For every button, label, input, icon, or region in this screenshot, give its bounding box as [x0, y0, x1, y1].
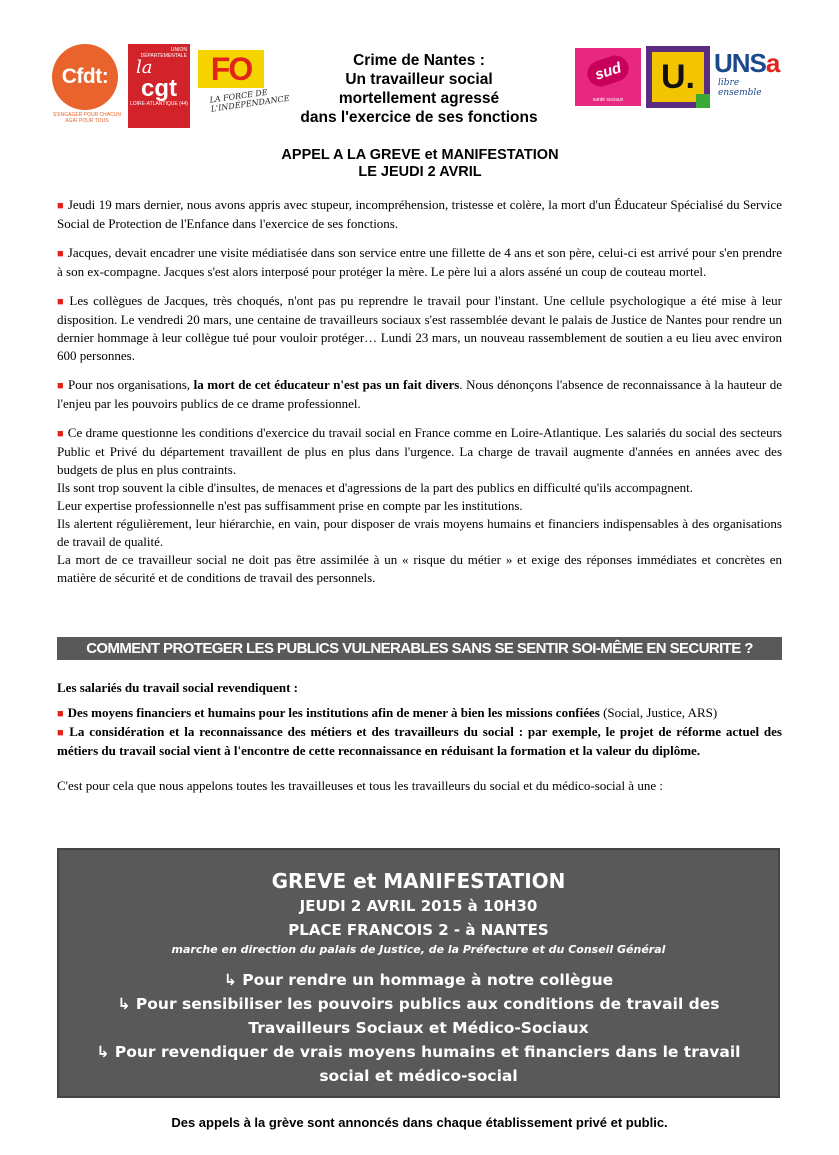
sud-logo: [575, 48, 641, 106]
appeal-line-2: LE JEUDI 2 AVRIL: [358, 164, 482, 180]
arrow-icon: ↳: [117, 995, 131, 1013]
claims-intro-text: Les salariés du travail social revendiquent :: [57, 680, 298, 695]
arrow-icon: ↳: [96, 1043, 110, 1061]
strike-announcement-box: [57, 848, 780, 1098]
cgt-logo-dept: LOIRE-ATLANTIQUE (44): [130, 101, 188, 107]
bullet-icon: ■: [57, 708, 64, 720]
appeal-heading: [150, 147, 690, 181]
title-line-3: mortellement agressé: [338, 90, 500, 107]
claim-2: [57, 723, 782, 760]
claim-1-rest: (Social, Justice, ARS): [599, 705, 718, 720]
unsa-logo-name: [714, 48, 784, 78]
claims-section: [57, 679, 782, 795]
cgt-logo-name: cgt: [141, 75, 177, 102]
arrow-icon: ↳: [223, 971, 237, 989]
section-banner: COMMENT PROTEGER LES PUBLICS VULNERABLES SANS SE SENTIR SOI-MÊME EN SECURITE ?: [57, 637, 782, 660]
cfdt-logo-name: Cfdt:: [52, 44, 118, 110]
fo-logo: [198, 50, 291, 122]
paragraph-1: [57, 196, 782, 233]
claim-2-bold: La considération et la reconnaissance des métiers et des travailleurs du social : par exemple, le projet de réforme actuel des métiers du travail social vient à l'encontre de cette reconnaissance en réduisant la formation et la valeur du diplôme.: [57, 724, 782, 758]
paragraph-5-text: Ce drame questionne les conditions d'exercice du travail social en France comme en Loire-Atlantique. Les salariés du social des secteurs Public et Privé du département travaillent de plus en plus dans l'urgence. La charge de travail augmente d'années en années avec des budgets de plus en plus contraints.: [57, 425, 782, 477]
bullet-icon: ■: [57, 248, 64, 260]
unsa-logo: [714, 48, 784, 106]
box-item-2-text: Pour sensibiliser les pouvoirs publics aux conditions de travail des Travailleurs Sociaux et Médico-Sociaux: [135, 995, 720, 1037]
paragraph-1-text: Jeudi 19 mars dernier, nous avons appris avec stupeur, incompréhension, tristesse et colère, la mort d'un Éducateur Spécialisé du Service Social de Protection de l'Enfance dans l'exercice de ses fonctions.: [57, 197, 782, 231]
title-line-1: Crime de Nantes :: [353, 52, 485, 69]
paragraph-6: Ils sont trop souvent la cible d'insultes, de menaces et d'agressions de la part des publics en difficulté qu'ils accompagnent.: [57, 480, 694, 495]
bullet-icon: ■: [57, 200, 64, 212]
paragraph-8: Ils alertent régulièrement, leur hiérarchie, en vain, pour disposer de vrais moyens humains et financiers indispensables à des organisations de travail de qualité.: [57, 516, 782, 549]
paragraph-3: [57, 292, 782, 365]
claim-1-bold: Des moyens financiers et humains pour les institutions afin de mener à bien les missions confiées: [67, 705, 600, 720]
claim-1: [57, 704, 782, 723]
title-line-2: Un travailleur social: [345, 71, 493, 88]
box-route: marche en direction du palais de Justice, de la Préfecture et du Conseil Général: [171, 943, 666, 956]
paragraph-4-text-b: . Nous dénonçons l'absence de reconnaissance à la hauteur de l'enjeu par les pouvoirs publics de ce drame professionnel.: [57, 377, 782, 411]
cgt-logo: [128, 44, 190, 128]
article-body: [57, 196, 782, 587]
bullet-icon: ■: [57, 727, 66, 739]
fo-logo-name: FO: [198, 50, 264, 88]
paragraph-9: La mort de ce travailleur social ne doit pas être assimilée à un « risque du métier » et exige des réponses immédiates et concrètes en matière de sécurité et de conditions de travail des personnels.: [57, 552, 782, 585]
box-item-3: [79, 1040, 759, 1088]
box-item-2: [79, 992, 759, 1040]
box-title: GREVE et MANIFESTATION: [271, 869, 566, 893]
paragraph-2: [57, 244, 782, 281]
bullet-icon: ■: [57, 296, 66, 308]
cgt-logo-la: la: [136, 57, 153, 78]
u-logo-green-square: [696, 94, 710, 108]
paragraph-4: [57, 376, 782, 413]
bullet-icon: ■: [57, 380, 64, 392]
box-item-1-text: Pour rendre un hommage à notre collègue: [242, 971, 614, 989]
unsa-logo-name-2: a: [765, 48, 780, 78]
paragraph-2-text: Jacques, devait encadrer une visite médiatisée dans son service entre une fillette de 4 ans et son père, celui-ci est arrivé pour s'en prendre à son ex-compagne. Jacques s'est alors interposé pour protéger la mère. Le père lui a alors asséné un coup de couteau mortel.: [57, 245, 782, 279]
solidaires-u-logo: [646, 46, 710, 108]
paragraph-4-text-a: Pour nos organisations,: [67, 377, 194, 392]
appeal-line-1: APPEL A LA GREVE et MANIFESTATION: [281, 147, 559, 163]
bullet-icon: ■: [57, 428, 64, 440]
footer-note: Des appels à la grève sont annoncés dans chaque établissement privé et public.: [171, 1115, 668, 1130]
paragraph-4-bold: la mort de cet éducateur n'est pas un fait divers: [193, 377, 460, 392]
paragraph-5: [57, 424, 782, 479]
unsa-logo-slogan: libre ensemble: [718, 78, 762, 98]
cgt-logo-top: UNION DÉPARTEMENTALE: [140, 47, 187, 59]
cfdt-logo-tagline: S'ENGAGER POUR CHACUN AGIR POUR TOUS: [53, 112, 121, 124]
unsa-logo-name-1: UNS: [714, 48, 766, 78]
cfdt-logo: [52, 44, 122, 124]
fo-logo-slogan: LA FORCE DE L'INDÉPENDANCE: [209, 87, 291, 114]
sud-logo-name: sud: [584, 52, 632, 90]
u-logo-name: U.: [652, 52, 704, 102]
sud-logo-sub: santé sociaux: [592, 97, 624, 103]
paragraph-7: Leur expertise professionnelle n'est pas suffisamment prise en compte par les institutions.: [57, 498, 523, 513]
box-item-1: [79, 968, 759, 992]
box-items: [59, 968, 778, 1088]
box-item-3-text: Pour revendiquer de vrais moyens humains et financiers dans le travail social et médico-social: [114, 1043, 741, 1085]
title-line-4: dans l'exercice de ses fonctions: [300, 109, 538, 126]
paragraph-3-text: Les collègues de Jacques, très choqués, n'ont pas pu reprendre le travail pour l'instant. Une cellule psychologique a été mise à leur disposition. Le vendredi 20 mars, une centaine de travailleurs sociaux s'est rassemblée devant le palais de Justice de Nantes pour rendre un dernier hommage à leur collègue tué pour vouloir protéger… Lundi 23 mars, un nouveau rassemblement de soutien a eu lieu avec environ 600 personnes.: [57, 293, 782, 363]
box-place: PLACE FRANCOIS 2 - à NANTES: [288, 921, 549, 939]
call-to-action: C'est pour cela que nous appelons toutes les travailleuses et tous les travailleurs du social et du médico-social à une :: [57, 778, 663, 793]
page-title: [268, 51, 570, 127]
claims-intro: [57, 679, 782, 697]
box-date: JEUDI 2 AVRIL 2015 à 10H30: [299, 897, 538, 915]
